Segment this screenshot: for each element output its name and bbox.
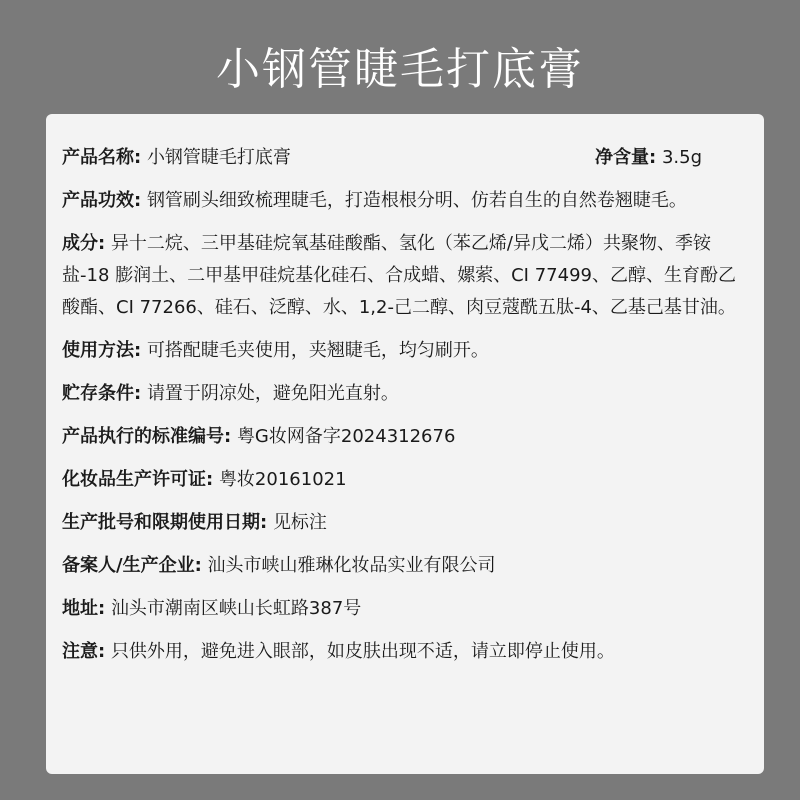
product-name-row <box>62 142 748 174</box>
standard-value: 粤G妆网备字2024312676 <box>236 426 456 447</box>
ingredients-row <box>62 228 748 324</box>
batch-row <box>62 507 748 539</box>
net-content-label: 净含量: <box>595 147 657 168</box>
page-title: 小钢管睫毛打底膏 <box>216 44 584 95</box>
standard-label: 产品执行的标准编号: <box>62 426 232 447</box>
net-content-field <box>595 142 702 174</box>
filer-label: 备案人/生产企业: <box>62 555 202 576</box>
product-name-field <box>62 142 291 174</box>
efficacy-label: 产品功效: <box>62 190 142 211</box>
efficacy-row <box>62 185 748 217</box>
product-name-label: 产品名称: <box>62 147 142 168</box>
batch-label: 生产批号和限期使用日期: <box>62 512 268 533</box>
filer-row <box>62 550 748 582</box>
license-label: 化妆品生产许可证: <box>62 469 214 490</box>
efficacy-value: 钢管刷头细致梳理睫毛，打造根根分明、仿若自生的自然卷翘睫毛。 <box>146 190 687 211</box>
usage-row <box>62 335 748 367</box>
product-name-value: 小钢管睫毛打底膏 <box>146 147 291 168</box>
license-value: 粤妆20161021 <box>218 469 347 490</box>
notice-value: 只供外用，避免进入眼部，如皮肤出现不适，请立即停止使用。 <box>110 641 615 662</box>
ingredients-label: 成分: <box>62 233 106 254</box>
storage-row <box>62 378 748 410</box>
usage-value: 可搭配睫毛夹使用，夹翘睫毛，均匀刷开。 <box>146 340 489 361</box>
usage-label: 使用方法: <box>62 340 142 361</box>
storage-label: 贮存条件: <box>62 383 142 404</box>
filer-value: 汕头市峡山雅琳化妆品实业有限公司 <box>207 555 496 576</box>
notice-row <box>62 636 748 668</box>
standard-row <box>62 421 748 453</box>
storage-value: 请置于阴凉处，避免阳光直射。 <box>146 383 399 404</box>
product-info-panel <box>46 114 764 774</box>
notice-label: 注意: <box>62 641 106 662</box>
license-row <box>62 464 748 496</box>
address-label: 地址: <box>62 598 106 619</box>
net-content-value: 3.5g <box>661 147 702 168</box>
address-row <box>62 593 748 625</box>
ingredients-value: 异十二烷、三甲基硅烷氧基硅酸酯、氢化（苯乙烯/异戊二烯）共聚物、季铵盐-18 膨润土、二甲基甲硅烷基化硅石、合成蜡、嫘萦、CI 77499、乙醇、生育酚乙酸酯、CI 77266、硅石、泛醇、水、1,2-己二醇、肉豆蔻酰五肽-4、乙基己基甘油。 <box>62 233 736 318</box>
batch-value: 见标注 <box>272 512 327 533</box>
address-value: 汕头市潮南区峡山长虹路387号 <box>110 598 362 619</box>
